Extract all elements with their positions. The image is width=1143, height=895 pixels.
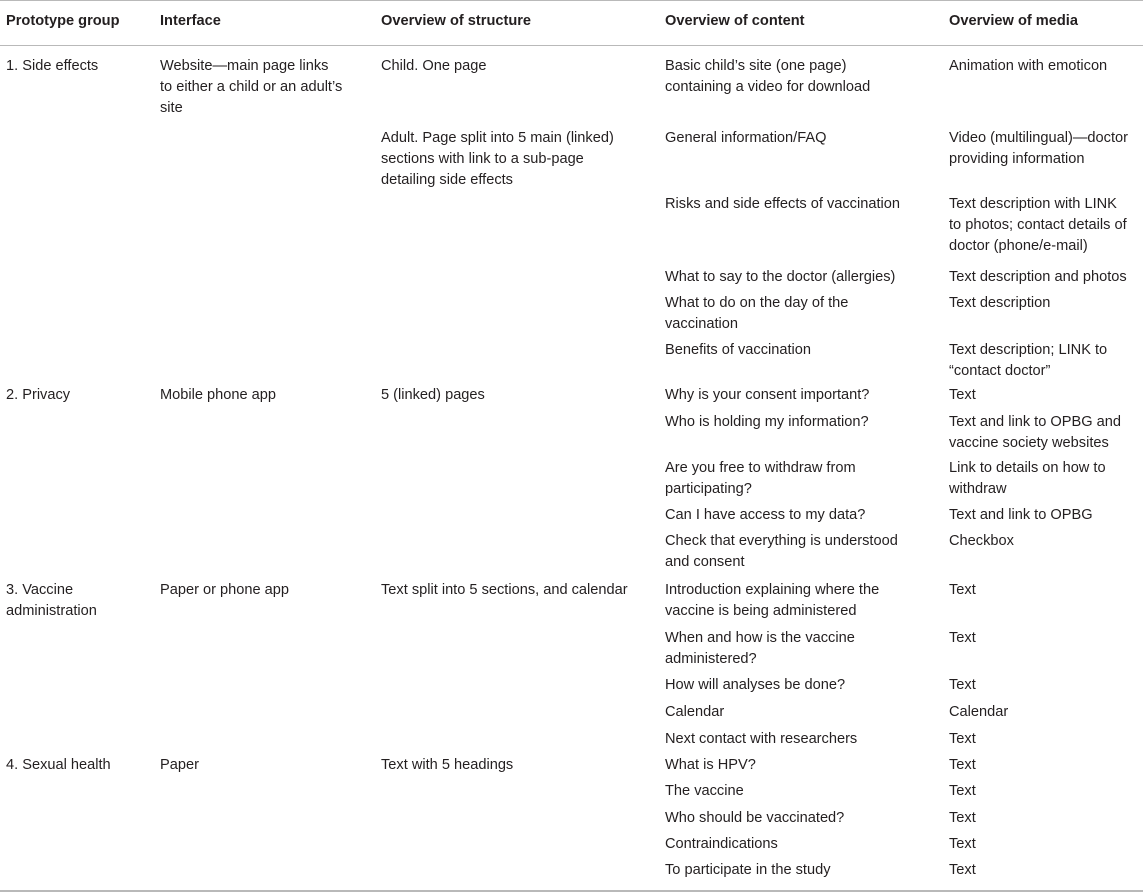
structure-cell: Child. One page bbox=[381, 58, 487, 74]
content-cell: To participate in the study bbox=[665, 862, 831, 878]
interface-cell: Mobile phone app bbox=[160, 387, 277, 403]
table-rule bbox=[0, 45, 1143, 46]
media-cell: “contact doctor” bbox=[949, 363, 1051, 379]
media-cell: Text description with LINK bbox=[949, 196, 1117, 212]
media-cell: Text and link to OPBG bbox=[949, 507, 1093, 523]
media-cell: Text description bbox=[949, 295, 1051, 311]
media-cell: Link to details on how to bbox=[949, 460, 1106, 476]
content-cell: Are you free to withdraw from bbox=[665, 460, 856, 476]
column-header: Interface bbox=[160, 13, 221, 29]
media-cell: Text bbox=[949, 677, 976, 693]
content-cell: Basic child’s site (one page) bbox=[665, 58, 847, 74]
content-cell: Contraindications bbox=[665, 836, 778, 852]
prototype-group-cell: 4. Sexual health bbox=[6, 757, 111, 773]
content-cell: What to do on the day of the bbox=[665, 295, 849, 311]
media-cell: Text bbox=[949, 836, 976, 852]
content-cell: Why is your consent important? bbox=[665, 387, 870, 403]
media-cell: to photos; contact details of bbox=[949, 217, 1127, 233]
content-cell: Check that everything is understood bbox=[665, 533, 898, 549]
media-cell: Calendar bbox=[949, 704, 1009, 720]
structure-cell: Adult. Page split into 5 main (linked) bbox=[381, 130, 614, 146]
column-header: Prototype group bbox=[6, 13, 120, 29]
media-cell: Text description and photos bbox=[949, 269, 1127, 285]
content-cell: vaccine is being administered bbox=[665, 603, 857, 619]
media-cell: Text bbox=[949, 387, 976, 403]
content-cell: containing a video for download bbox=[665, 79, 871, 95]
table-rule bbox=[0, 0, 1143, 1]
interface-cell: Website—main page links bbox=[160, 58, 329, 74]
interface-cell: to either a child or an adult’s bbox=[160, 79, 343, 95]
media-cell: Checkbox bbox=[949, 533, 1014, 549]
media-cell: Text bbox=[949, 810, 976, 826]
content-cell: participating? bbox=[665, 481, 752, 497]
content-cell: General information/FAQ bbox=[665, 130, 827, 146]
content-cell: Benefits of vaccination bbox=[665, 342, 812, 358]
content-cell: Who should be vaccinated? bbox=[665, 810, 845, 826]
prototype-group-cell: 3. Vaccine bbox=[6, 582, 74, 598]
content-cell: The vaccine bbox=[665, 783, 744, 799]
content-cell: Introduction explaining where the bbox=[665, 582, 880, 598]
media-cell: Text bbox=[949, 630, 976, 646]
structure-cell: 5 (linked) pages bbox=[381, 387, 485, 403]
prototype-group-cell: administration bbox=[6, 603, 97, 619]
media-cell: Video (multilingual)—doctor bbox=[949, 130, 1128, 146]
content-cell: administered? bbox=[665, 651, 757, 667]
interface-cell: Paper or phone app bbox=[160, 582, 290, 598]
media-cell: Text bbox=[949, 783, 976, 799]
media-cell: Text bbox=[949, 731, 976, 747]
media-cell: Text bbox=[949, 582, 976, 598]
media-cell: doctor (phone/e-mail) bbox=[949, 238, 1088, 254]
content-cell: How will analyses be done? bbox=[665, 677, 846, 693]
media-cell: vaccine society websites bbox=[949, 435, 1109, 451]
content-cell: When and how is the vaccine bbox=[665, 630, 855, 646]
content-cell: Calendar bbox=[665, 704, 725, 720]
content-cell: Can I have access to my data? bbox=[665, 507, 866, 523]
content-cell: Who is holding my information? bbox=[665, 414, 869, 430]
structure-cell: Text split into 5 sections, and calendar bbox=[381, 582, 628, 598]
media-cell: Text bbox=[949, 862, 976, 878]
content-cell: Risks and side effects of vaccination bbox=[665, 196, 900, 212]
content-cell: What to say to the doctor (allergies) bbox=[665, 269, 896, 285]
content-cell: and consent bbox=[665, 554, 745, 570]
structure-cell: detailing side effects bbox=[381, 172, 513, 188]
interface-cell: Paper bbox=[160, 757, 199, 773]
media-cell: Text bbox=[949, 757, 976, 773]
media-cell: withdraw bbox=[949, 481, 1007, 497]
content-cell: vaccination bbox=[665, 316, 739, 332]
media-cell: providing information bbox=[949, 151, 1085, 167]
media-cell: Text description; LINK to bbox=[949, 342, 1108, 358]
column-header: Overview of structure bbox=[381, 13, 532, 29]
table-rule bbox=[0, 890, 1143, 892]
media-cell: Text and link to OPBG and bbox=[949, 414, 1121, 430]
media-cell: Animation with emoticon bbox=[949, 58, 1108, 74]
interface-cell: site bbox=[160, 100, 183, 116]
content-cell: What is HPV? bbox=[665, 757, 756, 773]
prototype-group-cell: 2. Privacy bbox=[6, 387, 71, 403]
column-header: Overview of content bbox=[665, 13, 805, 29]
column-header: Overview of media bbox=[949, 13, 1078, 29]
structure-cell: sections with link to a sub-page bbox=[381, 151, 584, 167]
structure-cell: Text with 5 headings bbox=[381, 757, 514, 773]
prototype-group-cell: 1. Side effects bbox=[6, 58, 99, 74]
content-cell: Next contact with researchers bbox=[665, 731, 858, 747]
